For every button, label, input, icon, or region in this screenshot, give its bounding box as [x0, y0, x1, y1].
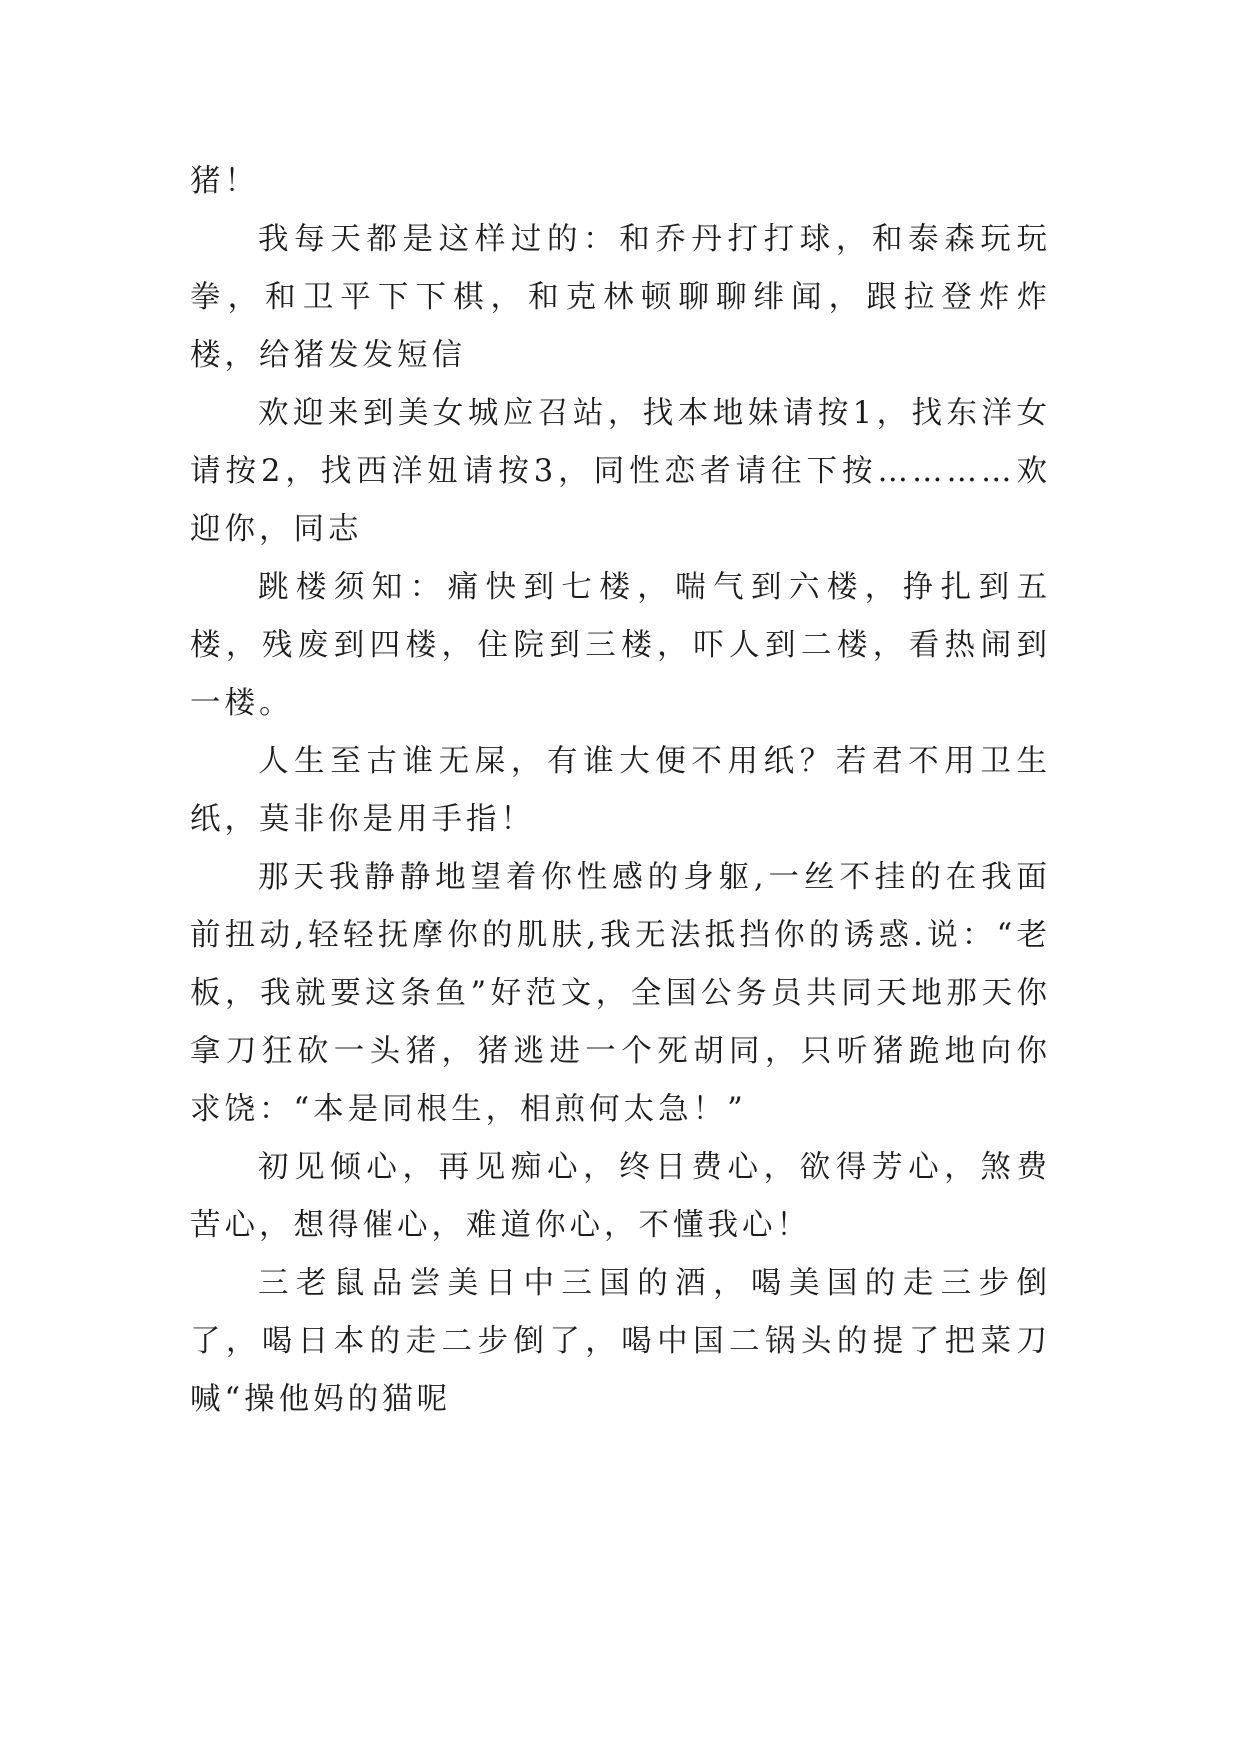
- paragraph: 我每天都是这样过的：和乔丹打打球，和泰森玩玩拳，和卫平下下棋，和克林顿聊聊绯闻，跟拉登炸炸楼，给猪发发短信: [190, 222, 1051, 373]
- paragraph: 初见倾心，再见痴心，终日费心，欲得芳心，煞费苦心，想得催心，难道你心，不懂我心！: [190, 1150, 1051, 1243]
- paragraph-continuation: 猪！: [190, 164, 259, 199]
- paragraph: 人生至古谁无屎，有谁大便不用纸？若君不用卫生纸，莫非你是用手指！: [190, 744, 1051, 837]
- paragraph: 三老鼠品尝美日中三国的酒，喝美国的走三步倒了，喝日本的走二步倒了，喝中国二锅头的提了把菜刀喊“操他妈的猫呢: [190, 1266, 1051, 1417]
- paragraph: 跳楼须知：痛快到七楼，喘气到六楼，挣扎到五楼，残废到四楼，住院到三楼，吓人到二楼，看热闹到一楼。: [190, 570, 1051, 721]
- paragraph: 欢迎来到美女城应召站，找本地妹请按1，找东洋女请按2，找西洋妞请按3，同性恋者请往下按…………欢迎你，同志: [190, 396, 1051, 547]
- paragraph: 那天我静静地望着你性感的身躯,一丝不挂的在我面前扭动,轻轻抚摩你的肌肤,我无法抵挡你的诱惑.说：“老板，我就要这条鱼”好范文，全国公务员共同天地那天你拿刀狂砍一头猪，猪逃进一个死胡同，只听猪跪地向你求饶：“本是同根生，相煎何太急！”: [190, 860, 1051, 1127]
